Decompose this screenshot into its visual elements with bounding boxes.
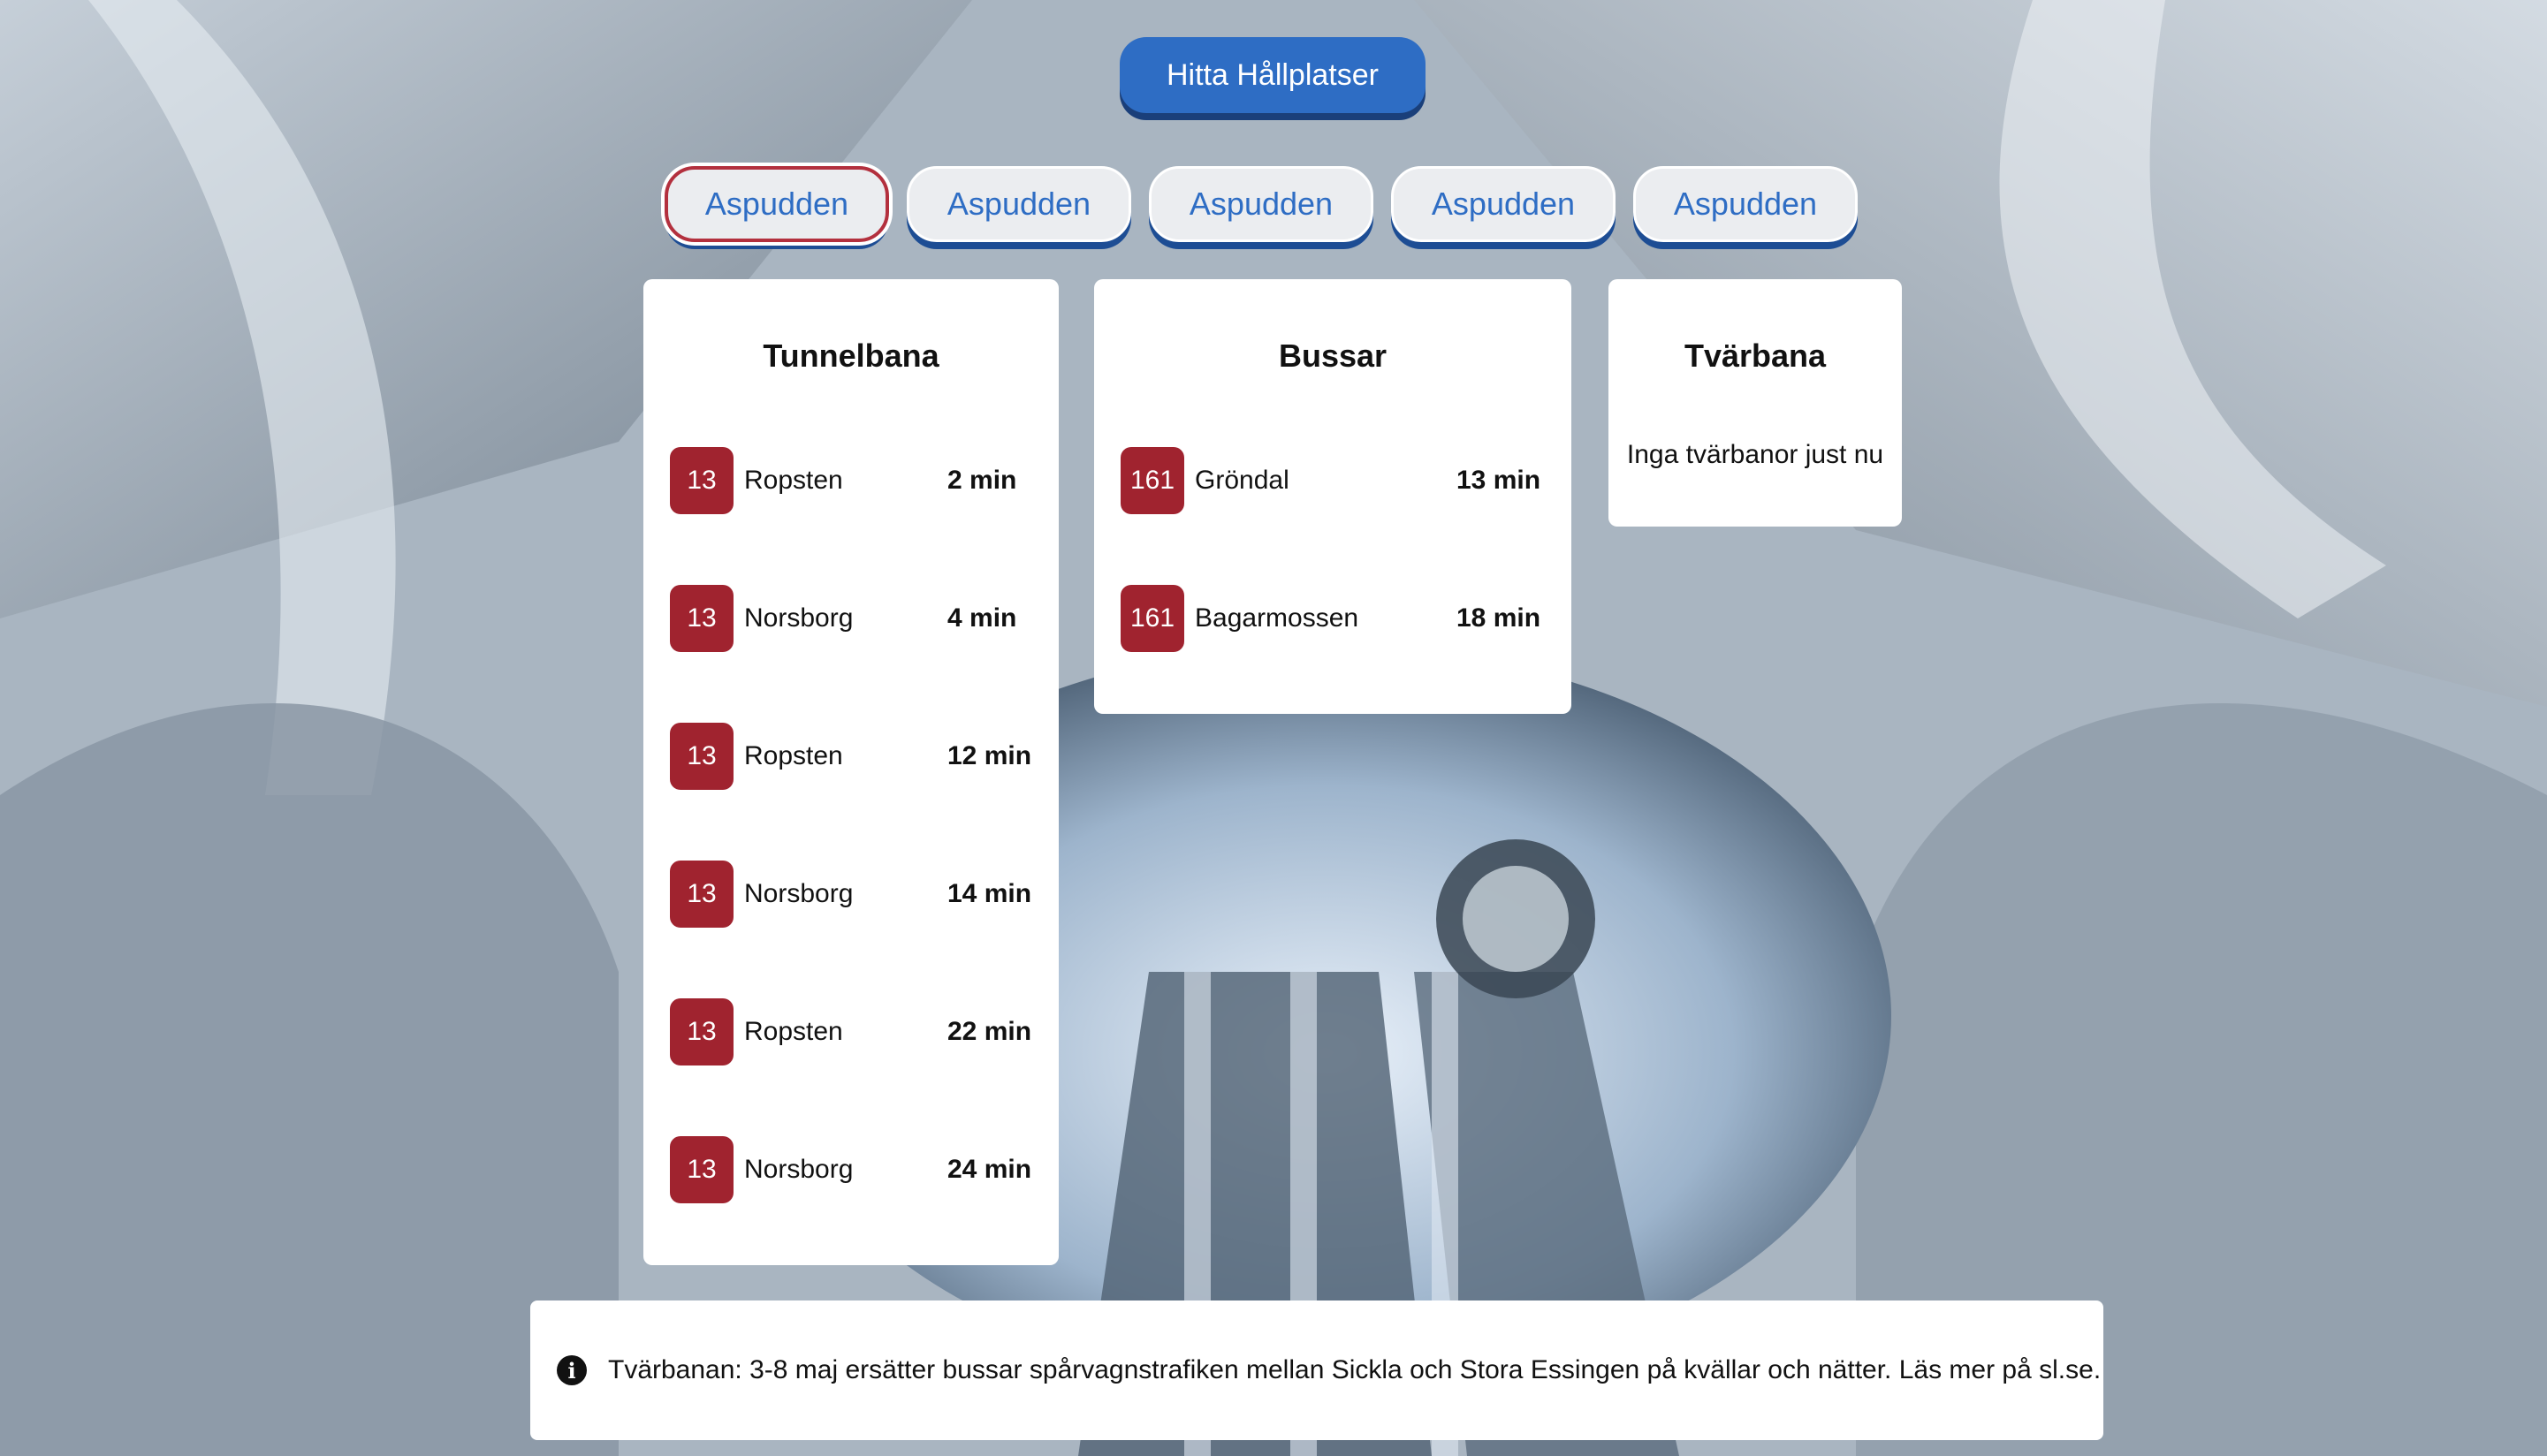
departure-row (670, 998, 1032, 1065)
line-badge: 13 (670, 447, 734, 514)
line-badge: 13 (670, 998, 734, 1065)
tram-card (1608, 279, 1902, 527)
destination: Ropsten (744, 1017, 843, 1046)
stop-tabs (665, 166, 1858, 242)
departure-row (670, 447, 1032, 514)
eta: 22 min (947, 1017, 1032, 1046)
line-badge: 161 (1121, 585, 1184, 652)
eta: 2 min (947, 466, 1017, 495)
stop-tab-2[interactable]: Aspudden (907, 166, 1131, 242)
departure-row (670, 1136, 1032, 1203)
line-badge: 13 (670, 585, 734, 652)
destination: Bagarmossen (1195, 603, 1359, 633)
destination: Ropsten (744, 741, 843, 770)
traffic-notice (530, 1301, 2103, 1440)
line-badge: 161 (1121, 447, 1184, 514)
destination: Norsborg (744, 879, 854, 908)
eta: 14 min (947, 879, 1032, 908)
departure-row (670, 723, 1032, 790)
stop-tab-3[interactable]: Aspudden (1149, 166, 1373, 242)
bus-card-title: Bussar (1278, 337, 1388, 374)
departure-row (670, 861, 1032, 928)
eta: 24 min (947, 1155, 1032, 1184)
destination: Gröndal (1195, 466, 1289, 495)
metro-card-title: Tunnelbana (763, 337, 939, 374)
line-badge: 13 (670, 861, 734, 928)
stop-tab-1[interactable]: Aspudden (665, 166, 889, 242)
find-stops-button[interactable]: Hitta Hållplatser (1120, 37, 1426, 113)
eta: 12 min (947, 741, 1032, 770)
stop-tab-5[interactable]: Aspudden (1633, 166, 1858, 242)
eta: 4 min (947, 603, 1017, 633)
destination: Ropsten (744, 466, 843, 495)
notice-text: Tvärbanan: 3-8 maj ersätter bussar spårvagnstrafiken mellan Sickla och Stora Essingen på kvällar och nätter. Läs mer på sl.se. (608, 1355, 2102, 1384)
line-badge: 13 (670, 723, 734, 790)
eta: 18 min (1456, 603, 1541, 633)
bus-card (1094, 279, 1571, 714)
departure-row (670, 585, 1032, 652)
departure-row (1121, 447, 1545, 514)
info-icon: i (557, 1355, 587, 1385)
departure-row (1121, 585, 1545, 652)
eta: 13 min (1456, 466, 1541, 495)
line-badge: 13 (670, 1136, 734, 1203)
destination: Norsborg (744, 603, 854, 633)
destination: Norsborg (744, 1155, 854, 1184)
stop-tab-4[interactable]: Aspudden (1391, 166, 1616, 242)
metro-card (643, 279, 1059, 1265)
tram-card-title: Tvärbana (1684, 337, 1827, 374)
tram-empty-message: Inga tvärbanor just nu (1626, 440, 1884, 469)
